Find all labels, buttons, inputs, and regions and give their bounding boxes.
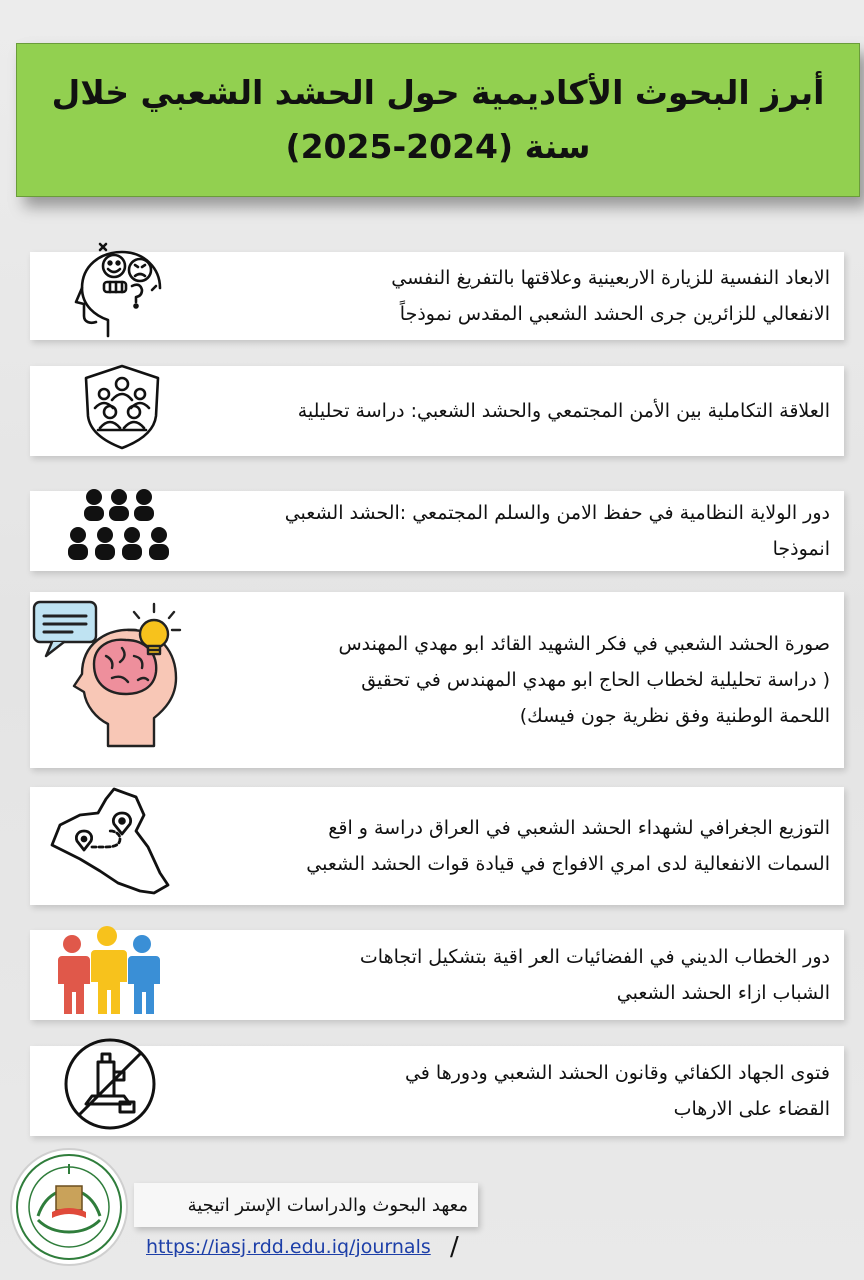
research-item-6-text	[360, 930, 830, 1020]
research-item-1-line-1: الابعاد النفسية للزيارة الاربعينية وعلاقتها بالتفريغ النفسي	[391, 267, 830, 289]
research-item-4-text	[338, 592, 830, 768]
research-item-2	[30, 366, 844, 456]
research-item-4	[30, 592, 844, 768]
research-item-7-line-2: القضاء على الارهاب	[673, 1098, 830, 1120]
research-item-7	[30, 1046, 844, 1136]
research-item-3-line-1: دور الولاية النظامية في حفظ الامن والسلم المجتمعي :الحشد الشعبي	[284, 502, 830, 524]
research-item-5-line-2: السمات الانفعالية لدى امري الافواج في قيادة قوات الحشد الشعبي	[306, 853, 830, 875]
community-security-shield-icon	[74, 358, 170, 454]
head-brain-idea-icon	[30, 594, 190, 752]
research-item-1	[30, 252, 844, 340]
research-item-6-line-2: الشباب ازاء الحشد الشعبي	[616, 982, 830, 1004]
research-item-5	[30, 787, 844, 905]
research-item-6-line-1: دور الخطاب الديني في الفضائيات العر اقية بتشكيل اتجاهات	[359, 946, 830, 968]
head-emotions-icon	[70, 236, 170, 340]
institute-name: معهد البحوث والدراسات الإستر اتيجية	[134, 1183, 478, 1227]
research-item-4-line-3: اللحمة الوطنية وفق نظرية جون فيسك)	[519, 705, 830, 727]
research-item-2-line-1: العلاقة التكاملية بين الأمن المجتمعي والحشد الشعبي: دراسة تحليلية	[297, 400, 830, 422]
iraq-map-pins-icon	[44, 781, 174, 909]
institute-seal-logo	[8, 1146, 130, 1272]
crowd-people-icon	[64, 487, 174, 567]
research-item-1-line-2: الانفعالي للزائرين جرى الحشد الشعبي المقدس نموذجاً	[399, 303, 830, 325]
research-item-5-line-1: التوزيع الجغرافي لشهداء الحشد الشعبي في العراق دراسة و اقع	[328, 817, 830, 839]
research-item-5-text	[306, 787, 830, 905]
research-item-4-line-1: صورة الحشد الشعبي في فكر الشهيد القائد ابو مهدي المهندس	[338, 633, 830, 655]
title-line-2: سنة (2024-2025)	[285, 127, 591, 166]
link-slash: /	[450, 1232, 459, 1262]
research-item-3-line-2: انموذجا	[772, 538, 830, 560]
youth-group-icon	[52, 924, 162, 1020]
research-item-7-text	[405, 1046, 830, 1136]
research-item-3-text	[285, 491, 830, 571]
research-item-2-text	[298, 366, 830, 456]
title-line-1: أبرز البحوث الأكاديمية حول الحشد الشعبي خلال	[51, 73, 825, 112]
research-item-1-text	[391, 252, 830, 340]
title-banner	[16, 43, 860, 197]
research-item-3	[30, 491, 844, 571]
research-item-4-line-2: ( دراسة تحليلية لخطاب الحاج ابو مهدي المهندس في تحقيق	[361, 669, 830, 691]
research-item-6	[30, 930, 844, 1020]
research-item-7-line-1: فتوى الجهاد الكفائي وقانون الحشد الشعبي ودورها في	[404, 1062, 830, 1084]
no-terrorism-icon	[58, 1032, 162, 1136]
journals-link[interactable]: https://iasj.rdd.edu.iq/journals	[146, 1236, 431, 1258]
